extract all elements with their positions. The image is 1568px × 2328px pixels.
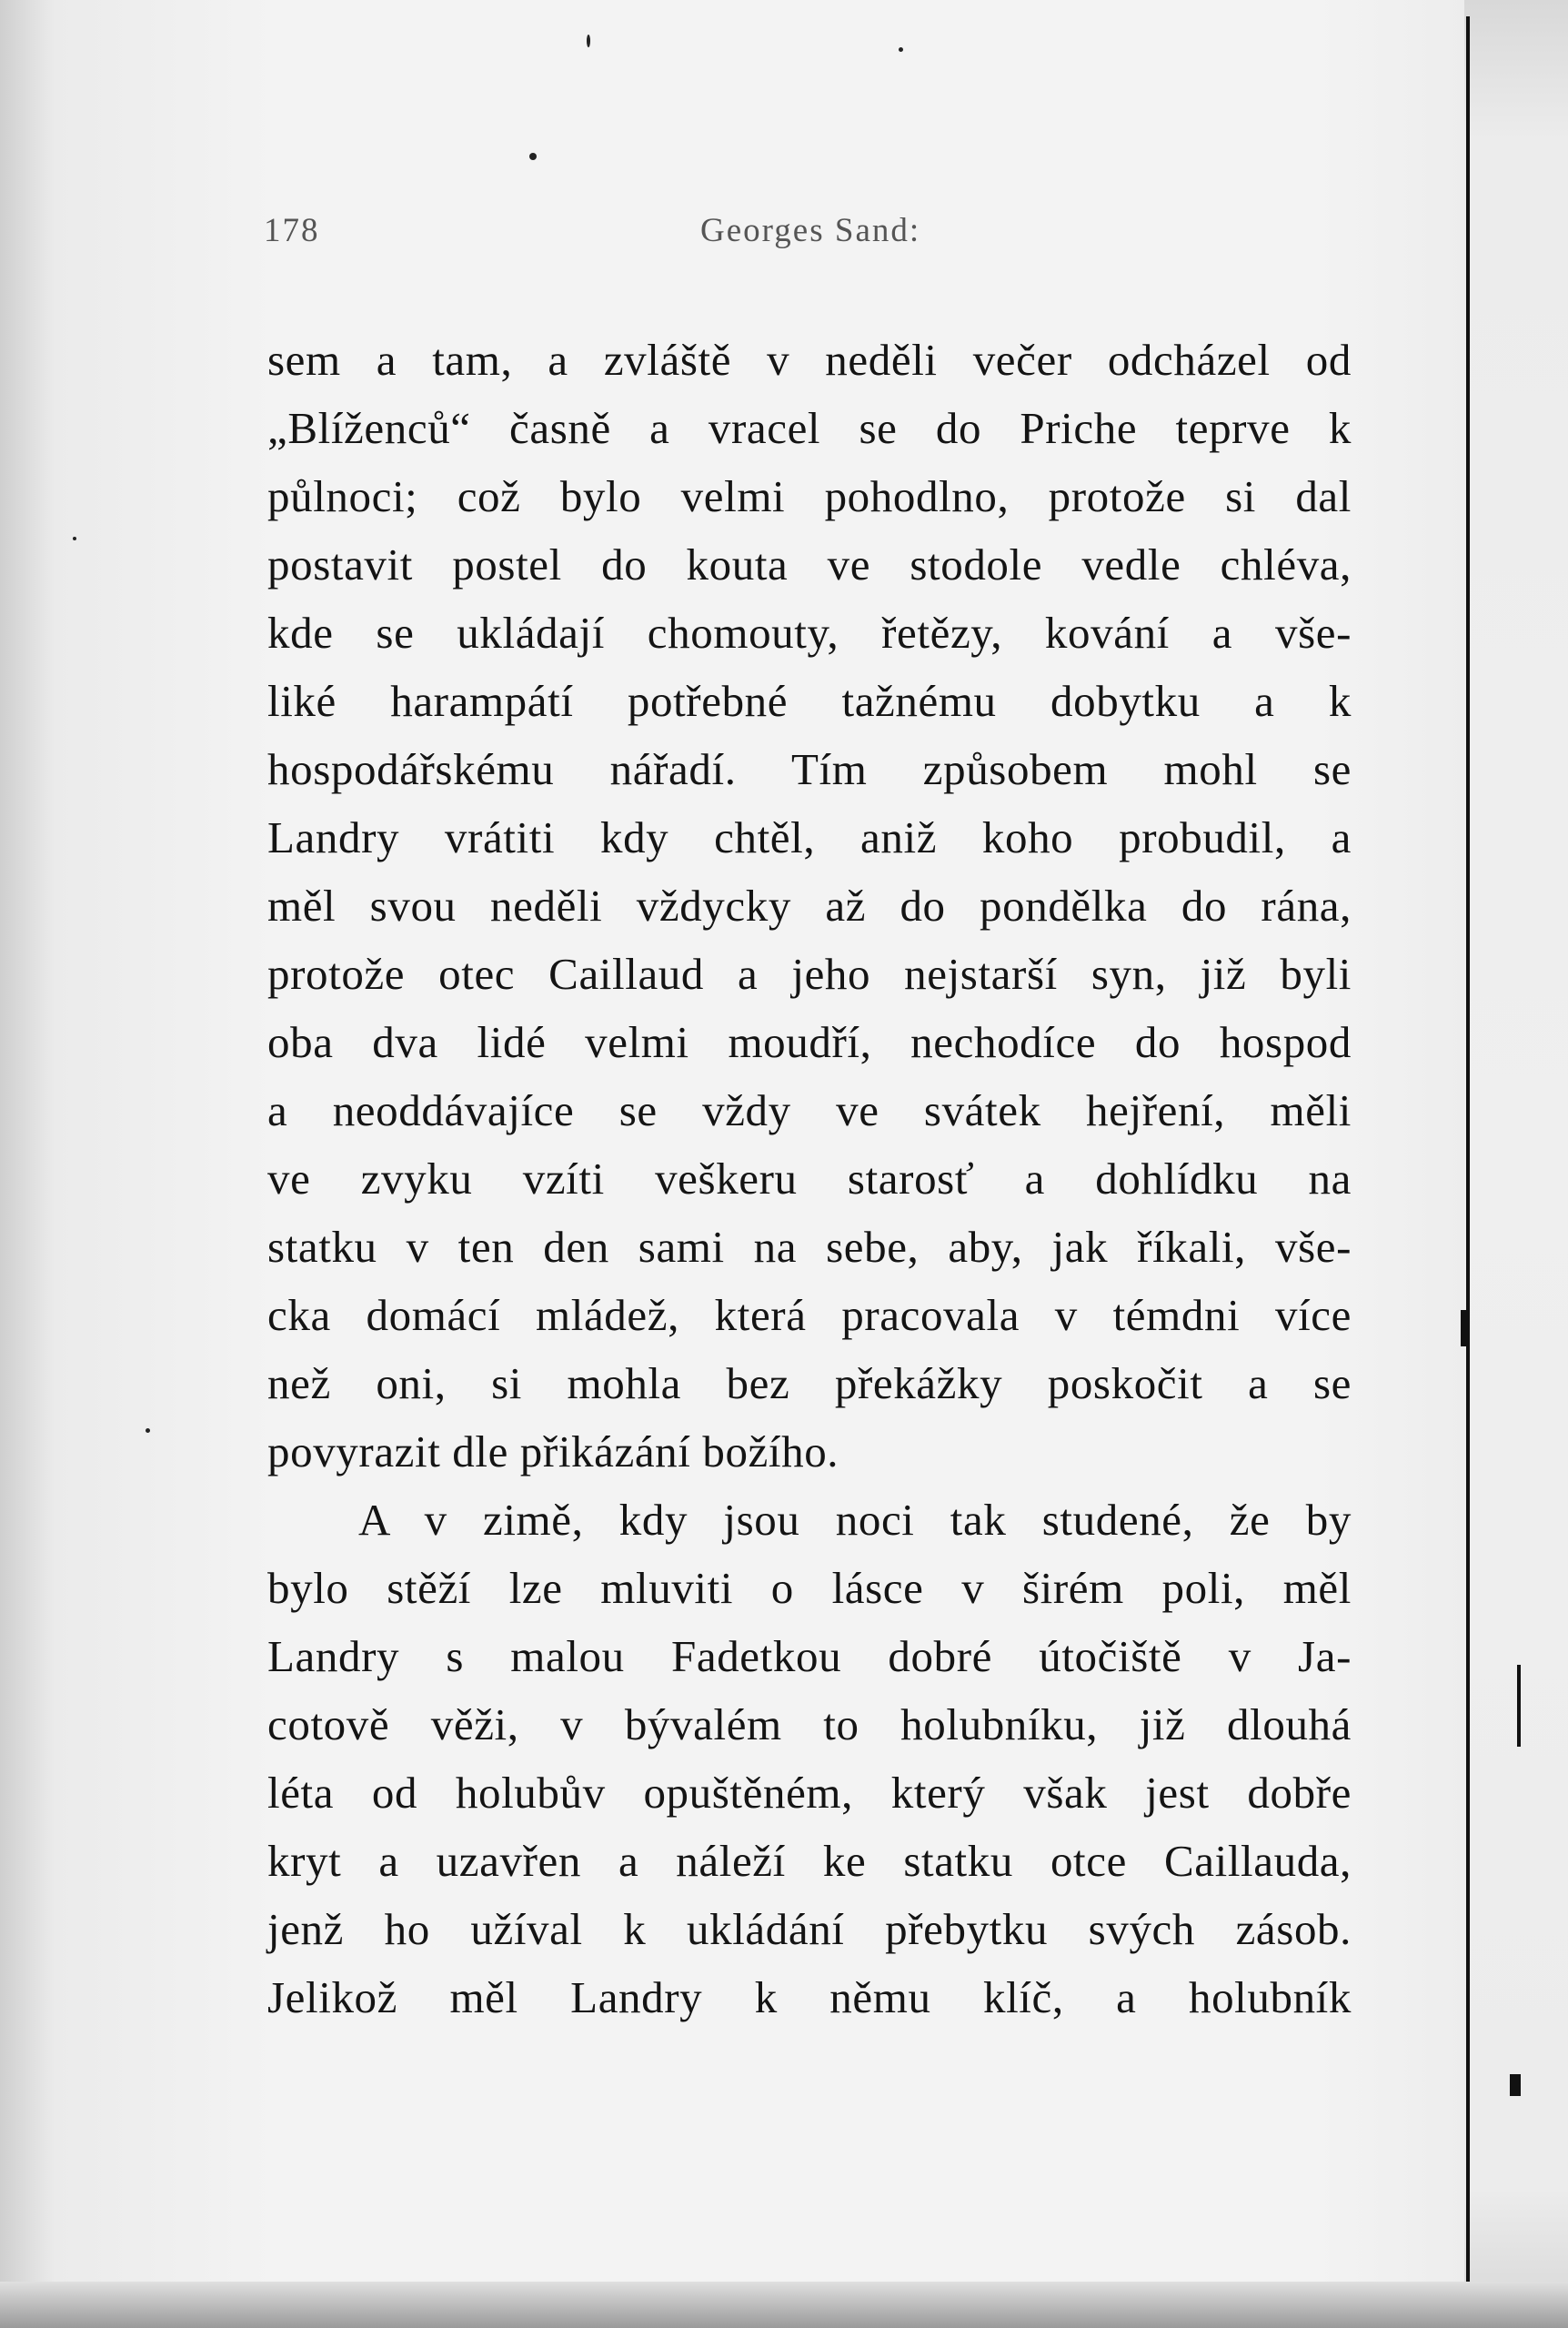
text-line: Jelikož měl Landry k němu klíč, a holubník — [267, 1972, 1352, 2022]
text-line: léta od holubův opuštěném, který však jest dobře — [267, 1768, 1352, 1818]
page-number: 178 — [264, 212, 320, 249]
text-line: hospodářskému nářadí. Tím způsobem mohl se — [267, 744, 1352, 794]
edge-mark — [1510, 2074, 1521, 2096]
scan-bottom-shadow — [0, 2282, 1568, 2328]
text-line: oba dva lidé velmi moudří, nechodíce do hospod — [267, 1017, 1352, 1067]
text-line: půlnoci; což bylo velmi pohodlno, protože si dal — [267, 471, 1352, 521]
text-line: postavit postel do kouta ve stodole vedle chléva, — [267, 539, 1352, 590]
text-line: cka domácí mládež, která pracovala v témdni více — [267, 1290, 1352, 1340]
text-line: ve zvyku vzíti veškeru starosť a dohlídku na — [267, 1154, 1352, 1204]
edge-mark — [1517, 1665, 1521, 1747]
paragraph — [267, 326, 1352, 1486]
running-head: Georges Sand: — [700, 212, 921, 249]
dust-speck — [529, 153, 537, 160]
text-line: kryt a uzavřen a náleží ke statku otce Caillauda, — [267, 1836, 1352, 1886]
text-line: A v zimě, kdy jsou noci tak studené, že by — [358, 1495, 1352, 1545]
body-text — [267, 326, 1352, 2031]
text-line: měl svou neděli vždycky až do pondělka do rána, — [267, 881, 1352, 931]
text-line: cotově věži, v bývalém to holubníku, již dlouhá — [267, 1699, 1352, 1749]
dust-speck — [587, 35, 590, 47]
text-line: protože otec Caillaud a jeho nejstarší syn, již byli — [267, 949, 1352, 999]
text-line: Landry vrátiti kdy chtěl, aniž koho probudil, a — [267, 812, 1352, 862]
text-line: liké harampátí potřebné tažnému dobytku a k — [267, 676, 1352, 726]
paragraph — [267, 1486, 1352, 2031]
text-line: statku v ten den sami na sebe, aby, jak říkali, vše- — [267, 1222, 1352, 1272]
text-line: povyrazit dle přikázání božího. — [267, 1426, 839, 1476]
text-line: jenž ho užíval k ukládání přebytku svých zásob. — [267, 1904, 1352, 1954]
text-line: sem a tam, a zvláště v neděli večer odcházel od — [267, 335, 1352, 385]
edge-mark — [1461, 1310, 1468, 1346]
dust-speck — [899, 47, 903, 52]
text-line: „Blíženců“ časně a vracel se do Priche teprve k — [267, 403, 1352, 453]
text-line: Landry s malou Fadetkou dobré útočiště v Ja- — [267, 1631, 1352, 1681]
dust-speck — [73, 537, 76, 540]
text-line: bylo stěží lze mluviti o lásce v širém poli, měl — [267, 1563, 1352, 1613]
dust-speck — [146, 1428, 150, 1433]
text-line: a neoddávajíce se vždy ve svátek hejření, měli — [267, 1085, 1352, 1135]
page-edge-line — [1466, 16, 1470, 2282]
page-header — [264, 211, 1355, 257]
text-line: než oni, si mohla bez překážky poskočit a se — [267, 1358, 1352, 1408]
text-line: kde se ukládají chomouty, řetězy, kování a vše- — [267, 608, 1352, 658]
